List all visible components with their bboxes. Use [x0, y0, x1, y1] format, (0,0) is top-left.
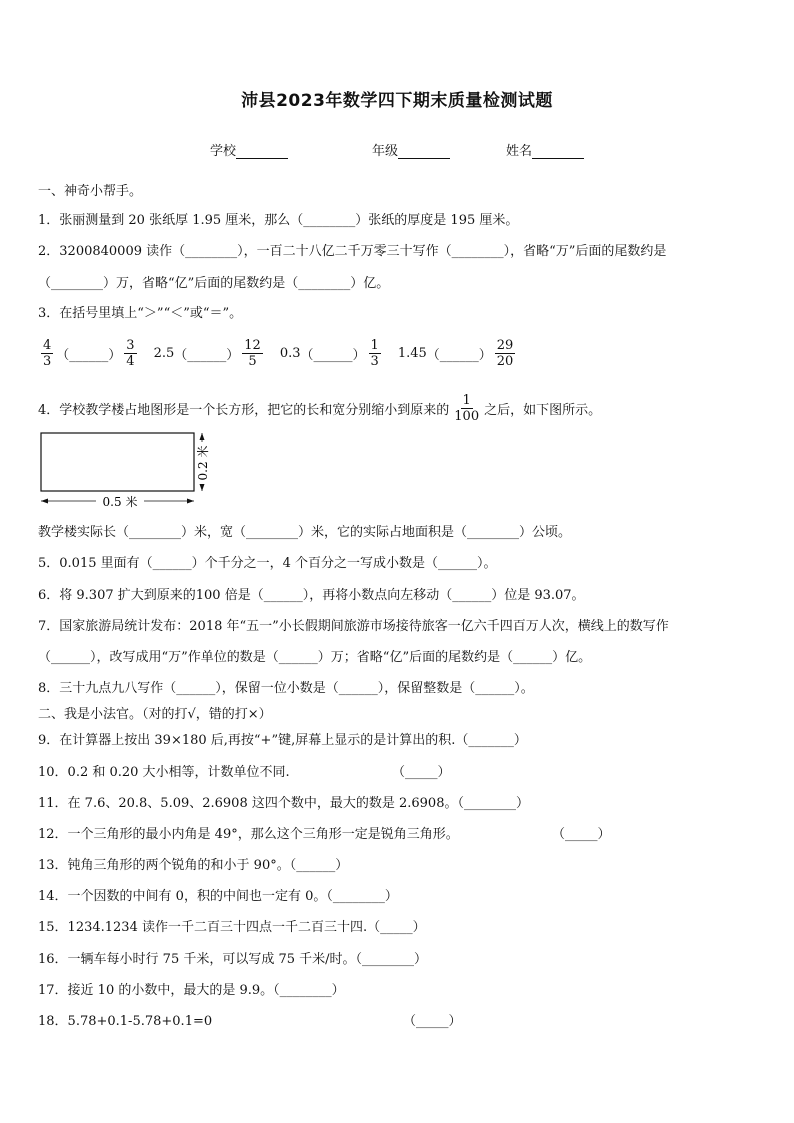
fraction-4-3: $\frac{4}{3}$	[43, 338, 52, 369]
school-field	[210, 140, 288, 159]
question-4-text-b: 之后，如下图所示。	[484, 403, 602, 418]
compare-blank-3[interactable]: （______）	[300, 348, 366, 363]
fraction-3-4: $\frac{3}{4}$	[126, 338, 135, 369]
question-12-blank[interactable]: （_____）	[552, 827, 611, 842]
question-7-line-1: 7．国家旅游局统计发布：2018 年“五一”小长假期间旅游市场接待旅客一亿六千四百万人次，横线上的数写作	[38, 619, 669, 634]
question-4	[38, 393, 601, 424]
question-10: 10．0.2 和 0.20 大小相等，计数单位不同.	[38, 765, 290, 780]
height-arrow-bottom-head	[200, 484, 205, 491]
question-12: 12．一个三角形的最小内角是 49°，那么这个三角形一定是锐角三角形。	[38, 827, 459, 842]
question-11: 11．在 7.6、20.8、5.09、2.6908 这四个数中，最大的数是 2.6908。（________）	[38, 796, 529, 811]
compare-blank-4[interactable]: （______）	[426, 348, 492, 363]
building-rectangle	[41, 433, 194, 491]
compare-blank-1[interactable]: （______）	[56, 348, 122, 363]
fraction-1-100: $\frac{1}{100}$	[454, 393, 480, 424]
rectangle-diagram	[36, 430, 226, 515]
comparison-row	[38, 338, 518, 369]
fraction-29-20: $\frac{29}{20}$	[496, 338, 514, 369]
height-arrow-top-head	[200, 433, 205, 440]
section-1-heading: 一、神奇小帮手。	[38, 184, 143, 199]
question-2-line-2: （________）万，省略“亿”后面的尾数约是（________）亿。	[38, 276, 390, 291]
question-6: 6．将 9.307 扩大到原来的100 倍是（______），再将小数点向左移动（______）位是 93.07。	[38, 588, 585, 603]
value-1-45: 1.45	[397, 346, 427, 361]
compare-blank-2[interactable]: （______）	[174, 348, 240, 363]
question-18: 18．5.78+0.1-5.78+0.1=0	[38, 1014, 213, 1029]
question-1: 1．张丽测量到 20 张纸厚 1.95 厘米，那么（________）张纸的厚度是 195 厘米。	[38, 213, 519, 228]
name-label: 姓名	[506, 144, 533, 159]
question-15: 15．1234.1234 读作一千二百三十四点一千二百三十四.（_____）	[38, 920, 426, 935]
question-4-text-a: 4．学校教学楼占地图形是一个长方形，把它的长和宽分别缩小到原来的	[38, 403, 450, 418]
question-13: 13．钝角三角形的两个锐角的和小于 90°。（______）	[38, 858, 349, 873]
value-2-5: 2.5	[153, 346, 175, 361]
question-16: 16．一辆车每小时行 75 千米，可以写成 75 千米/时。（________）	[38, 952, 428, 967]
question-14: 14．一个因数的中间有 0，积的中间也一定有 0。（________）	[38, 889, 398, 904]
grade-blank[interactable]	[398, 145, 450, 159]
name-blank[interactable]	[532, 145, 584, 159]
section-2-heading: 二、我是小法官。（对的打√，错的打×）	[38, 707, 272, 722]
height-label: 0.2 米	[196, 445, 210, 481]
school-blank[interactable]	[236, 145, 288, 159]
question-5: 5．0.015 里面有（______）个千分之一，4 个百分之一写成小数是（______）。	[38, 556, 497, 571]
grade-field	[372, 140, 450, 159]
width-arrow-left-head	[41, 499, 48, 504]
question-8: 8．三十九点九八写作（______），保留一位小数是（______），保留整数是（______）。	[38, 681, 534, 696]
value-0-3: 0.3	[279, 346, 301, 361]
question-18-blank[interactable]: （_____）	[403, 1014, 462, 1029]
question-4-answer: 教学楼实际长（________）米，宽（________）米，它的实际占地面积是（________）公顷。	[38, 525, 572, 540]
question-17: 17．接近 10 的小数中，最大的是 9.9。（________）	[38, 983, 345, 998]
grade-label: 年级	[372, 144, 399, 159]
fraction-12-5: $\frac{12}{5}$	[244, 338, 261, 369]
question-10-blank[interactable]: （_____）	[392, 765, 451, 780]
question-9: 9．在计算器上按出 39×180 后,再按“+”键,屏幕上显示的是计算出的积.（_______）	[38, 733, 527, 748]
question-2-line-1: 2．3200840009 读作（________），一百二十八亿二千万零三十写作（________），省略“万”后面的尾数约是	[38, 244, 667, 259]
school-label: 学校	[210, 144, 237, 159]
fraction-1-3: $\frac{1}{3}$	[370, 338, 379, 369]
name-field	[506, 140, 584, 159]
page-title: 沛县2023年数学四下期末质量检测试题	[241, 91, 553, 111]
width-label: 0.5 米	[102, 495, 138, 509]
question-3: 3．在括号里填上“＞”“＜”或“＝”。	[38, 306, 243, 321]
width-arrow-right-head	[187, 499, 194, 504]
question-7-line-2: （______），改写成用“万”作单位的数是（______）万；省略“亿”后面的尾数约是（______）亿。	[38, 650, 592, 665]
